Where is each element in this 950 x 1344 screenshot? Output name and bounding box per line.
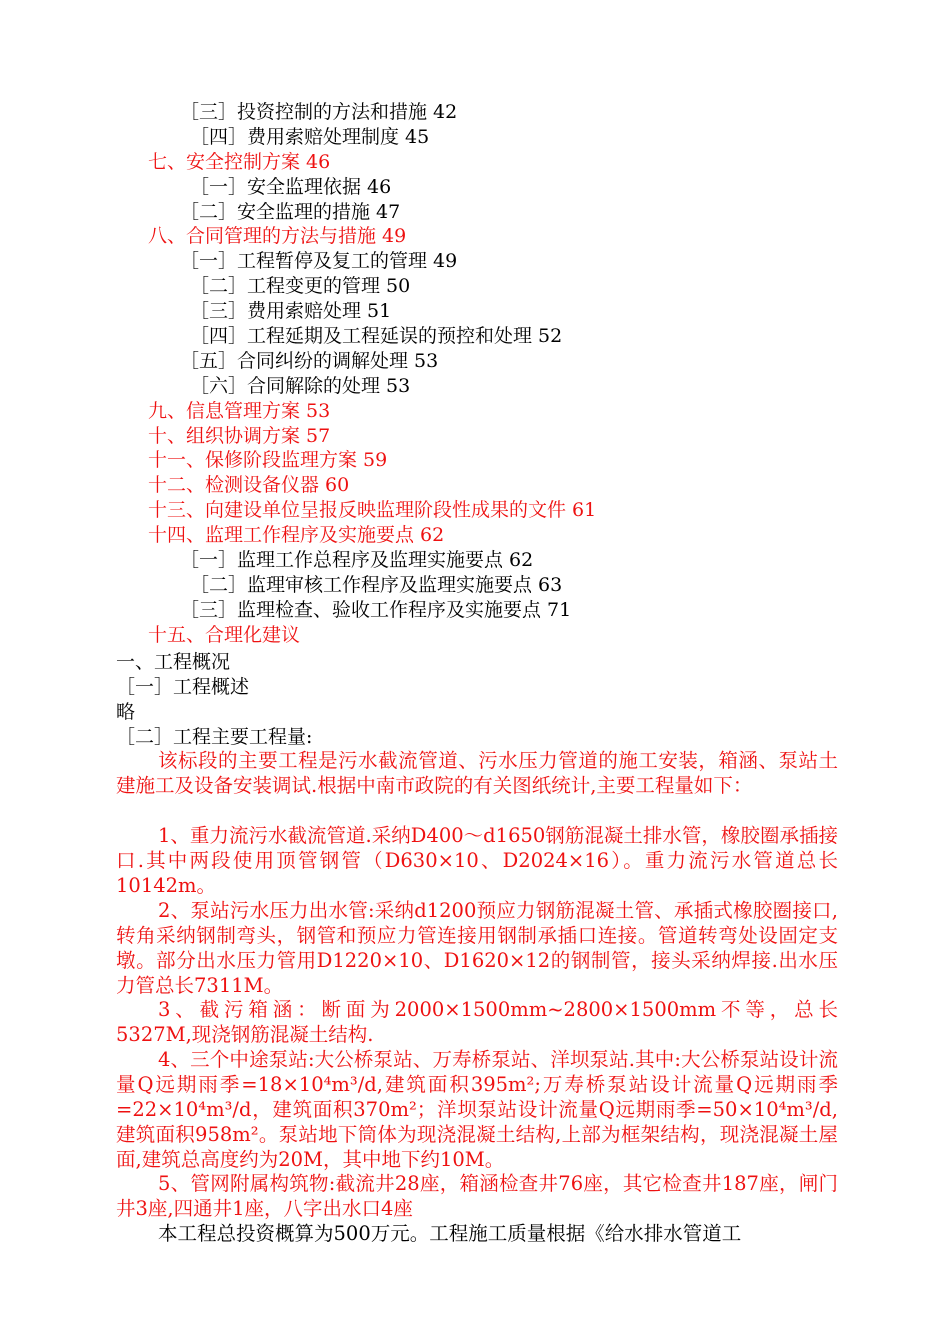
toc-section-entry: ［四］费用索赔处理制度 45	[190, 125, 430, 148]
paragraph-investment: 本工程总投资概算为500万元。工程施工质量根据《给水排水管道工	[158, 1222, 742, 1245]
toc-chapter-entry: 七、安全控制方案 46	[148, 150, 331, 173]
paragraph-item-2: 2、泵站污水压力出水管:采纳d1200预应力钢筋混凝土管、承插式橡胶圈接口,转角采纳钢制弯头，钢管和预应力管连接用钢制承插口连接。管道转弯处设固定支墩。部分出水压力管用D1220×10、D1620×12的钢制管，接头采纳焊接.出水压力管总长7311M。	[116, 899, 838, 997]
toc-section-entry: ［六］合同解除的处理 53	[190, 374, 411, 397]
toc-chapter-entry: 十四、监理工作程序及实施要点 62	[148, 524, 445, 547]
subheading-overview: ［一］工程概述	[116, 675, 250, 698]
toc-chapter-entry: 十二、检测设备仪器 60	[148, 474, 350, 497]
subheading-quantities: ［二］工程主要工程量:	[116, 725, 313, 748]
toc-section-entry: ［五］合同纠纷的调解处理 53	[180, 349, 439, 372]
paragraph-intro: 该标段的主要工程是污水截流管道、污水压力管道的施工安装，箱涵、泵站土建施工及设备安装调试.根据中南市政院的有关图纸统计,主要工程量如下：	[116, 749, 838, 797]
toc-section-entry: ［三］费用索赔处理 51	[190, 300, 392, 323]
toc-chapter-entry: 八、合同管理的方法与措施 49	[148, 225, 407, 248]
section-headings	[0, 650, 950, 750]
toc-section-entry: ［二］工程变更的管理 50	[190, 275, 411, 298]
paragraph-item-4: 4、三个中途泵站:大公桥泵站、万寿桥泵站、洋坝泵站.其中:大公桥泵站设计流量Q远期雨季=18×10⁴m³/d,建筑面积395m²;万寿桥泵站设计流量Q远期雨季=22×10⁴m³/d，建筑面积370m²；洋坝泵站设计流量Q远期雨季=50×10⁴m³/d,建筑面积958m²。泵站地下筒体为现浇混凝土结构,上部为框架结构，现浇混凝土屋面,建筑总高度约为20M，其中地下约10M。	[116, 1048, 838, 1171]
toc-section-entry: ［一］工程暂停及复工的管理 49	[180, 250, 458, 273]
paragraph-item-3: 3、截污箱涵：断面为2000×1500mm~2800×1500mm不等，总长5327M,现浇钢筋混凝土结构.	[116, 998, 838, 1046]
toc-section-entry: ［三］监理检查、验收工作程序及实施要点 71	[180, 598, 572, 621]
omitted-text: 略	[116, 700, 136, 723]
toc-section-entry: ［二］监理审核工作程序及监理实施要点 63	[190, 573, 563, 596]
paragraph-item-1: 1、重力流污水截流管道.采纳D400～d1650钢筋混凝土排水管，橡胶圈承插接口.其中两段使用顶管钢管（D630×10、D2024×16）。重力流污水管道总长10142m。	[116, 824, 838, 897]
toc-section-entry: ［四］工程延期及工程延误的预控和处理 52	[190, 325, 563, 348]
table-of-contents	[0, 100, 950, 648]
toc-section-entry: ［三］投资控制的方法和措施 42	[180, 101, 458, 123]
toc-section-entry: ［一］安全监理依据 46	[190, 175, 392, 198]
section-heading-overview: 一、工程概况	[116, 651, 231, 673]
toc-chapter-entry: 十、组织协调方案 57	[148, 424, 331, 447]
toc-chapter-entry: 九、信息管理方案 53	[148, 399, 331, 422]
toc-chapter-entry: 十三、向建设单位呈报反映监理阶段性成果的文件 61	[148, 499, 597, 522]
toc-chapter-entry: 十五、合理化建议	[148, 623, 301, 646]
toc-chapter-entry: 十一、保修阶段监理方案 59	[148, 449, 388, 472]
paragraph-item-5: 5、管网附属构筑物:截流井28座，箱涵检查井76座，其它检查井187座，闸门井3座,四通井1座，八字出水口4座	[116, 1172, 838, 1220]
toc-section-entry: ［二］安全监理的措施 47	[180, 200, 401, 223]
toc-section-entry: ［一］监理工作总程序及监理实施要点 62	[180, 549, 534, 572]
